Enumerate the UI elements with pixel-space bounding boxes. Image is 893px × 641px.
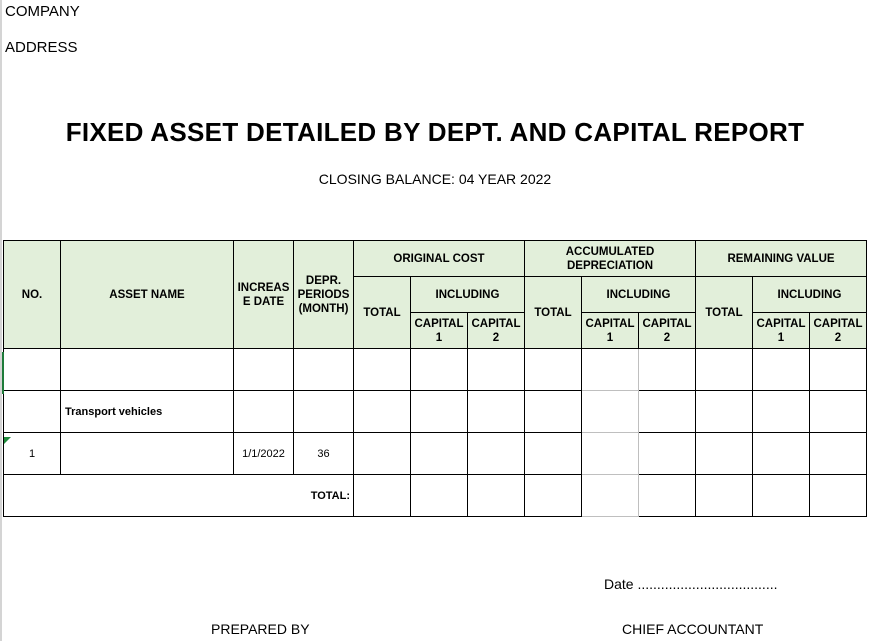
- table-cell[interactable]: [810, 391, 867, 433]
- table-row-total: [4, 475, 867, 517]
- table-cell[interactable]: [234, 391, 294, 433]
- header-remaining-including[interactable]: INCLUDING: [753, 277, 867, 313]
- table-cell[interactable]: [810, 475, 867, 517]
- group-asset-name-cell[interactable]: Transport vehicles: [61, 391, 234, 433]
- table-cell[interactable]: [525, 349, 582, 391]
- asset-report-table: [3, 240, 867, 517]
- header-cost-total[interactable]: TOTAL: [354, 277, 411, 349]
- table-cell[interactable]: [411, 391, 468, 433]
- header-remaining-value[interactable]: REMAINING VALUE: [696, 241, 867, 277]
- header-remaining-total[interactable]: TOTAL: [696, 277, 753, 349]
- table-cell[interactable]: [582, 391, 639, 433]
- sheet-left-edge: [0, 0, 2, 641]
- date-label: Date ....................................: [604, 576, 778, 592]
- table-cell[interactable]: [810, 349, 867, 391]
- row-asset-name-cell[interactable]: [61, 433, 234, 475]
- table-cell[interactable]: [411, 349, 468, 391]
- header-asset-name[interactable]: ASSET NAME: [61, 241, 234, 349]
- table-cell[interactable]: [354, 391, 411, 433]
- table-cell[interactable]: [753, 475, 810, 517]
- table-cell[interactable]: [354, 475, 411, 517]
- table-cell[interactable]: [468, 433, 525, 475]
- table-cell[interactable]: [354, 349, 411, 391]
- table-cell[interactable]: [4, 391, 61, 433]
- table-cell[interactable]: [61, 349, 234, 391]
- active-cell-indicator: [2, 352, 4, 394]
- header-cost-capital-2[interactable]: CAPITAL 2: [468, 313, 525, 349]
- table-cell[interactable]: [411, 475, 468, 517]
- table-cell[interactable]: [753, 433, 810, 475]
- table-cell[interactable]: [354, 433, 411, 475]
- table-cell[interactable]: [582, 433, 639, 475]
- row-depr-periods-cell[interactable]: 36: [294, 433, 354, 475]
- table-cell[interactable]: [639, 391, 696, 433]
- header-accumulated-depreciation[interactable]: ACCUMULATED DEPRECIATION: [525, 241, 696, 277]
- chief-accountant-label: CHIEF ACCOUNTANT: [622, 621, 764, 637]
- address-label: ADDRESS: [5, 39, 78, 56]
- table-cell[interactable]: [525, 391, 582, 433]
- header-remaining-capital-1[interactable]: CAPITAL 1: [753, 313, 810, 349]
- table-cell[interactable]: [753, 391, 810, 433]
- company-label: COMPANY: [5, 3, 80, 20]
- prepared-by-label: PREPARED BY: [211, 621, 310, 637]
- cell-comment-indicator-icon: [4, 437, 11, 444]
- table-cell[interactable]: [696, 433, 753, 475]
- table-row-blank: [4, 349, 867, 391]
- total-label-cell[interactable]: TOTAL:: [4, 475, 354, 517]
- report-subtitle: CLOSING BALANCE: 04 YEAR 2022: [318, 171, 552, 187]
- table-cell[interactable]: [468, 349, 525, 391]
- header-original-cost[interactable]: ORIGINAL COST: [354, 241, 525, 277]
- header-depr-capital-2[interactable]: CAPITAL 2: [639, 313, 696, 349]
- row-increase-date-cell[interactable]: 1/1/2022: [234, 433, 294, 475]
- header-depr-capital-1[interactable]: CAPITAL 1: [582, 313, 639, 349]
- table-cell[interactable]: [294, 349, 354, 391]
- table-cell[interactable]: [294, 391, 354, 433]
- table-cell[interactable]: [234, 349, 294, 391]
- table-cell[interactable]: [411, 433, 468, 475]
- table-cell[interactable]: [753, 349, 810, 391]
- table-cell[interactable]: [639, 433, 696, 475]
- table-cell[interactable]: [639, 475, 696, 517]
- table-cell[interactable]: [468, 391, 525, 433]
- header-depr-total[interactable]: TOTAL: [525, 277, 582, 349]
- header-depr-including[interactable]: INCLUDING: [582, 277, 696, 313]
- header-remaining-capital-2[interactable]: CAPITAL 2: [810, 313, 867, 349]
- table-cell[interactable]: [696, 349, 753, 391]
- header-depr-periods[interactable]: DEPR. PERIODS (MONTH): [294, 241, 354, 349]
- table-cell[interactable]: [582, 475, 639, 517]
- header-cost-including[interactable]: INCLUDING: [411, 277, 525, 313]
- table-cell[interactable]: [639, 349, 696, 391]
- table-cell[interactable]: [810, 433, 867, 475]
- table-row: [4, 433, 867, 475]
- table-cell[interactable]: [525, 475, 582, 517]
- table-cell[interactable]: [525, 433, 582, 475]
- table-cell[interactable]: [582, 349, 639, 391]
- header-cost-capital-1[interactable]: CAPITAL 1: [411, 313, 468, 349]
- table-cell[interactable]: [696, 475, 753, 517]
- table-cell[interactable]: [468, 475, 525, 517]
- header-no[interactable]: NO.: [4, 241, 61, 349]
- header-increase-date[interactable]: INCREAS E DATE: [234, 241, 294, 349]
- report-title: FIXED ASSET DETAILED BY DEPT. AND CAPITAL REPORT: [65, 117, 805, 147]
- row-no-cell[interactable]: 1: [4, 433, 61, 475]
- table-row-group: [4, 391, 867, 433]
- table-cell[interactable]: [696, 391, 753, 433]
- table-cell[interactable]: [4, 349, 61, 391]
